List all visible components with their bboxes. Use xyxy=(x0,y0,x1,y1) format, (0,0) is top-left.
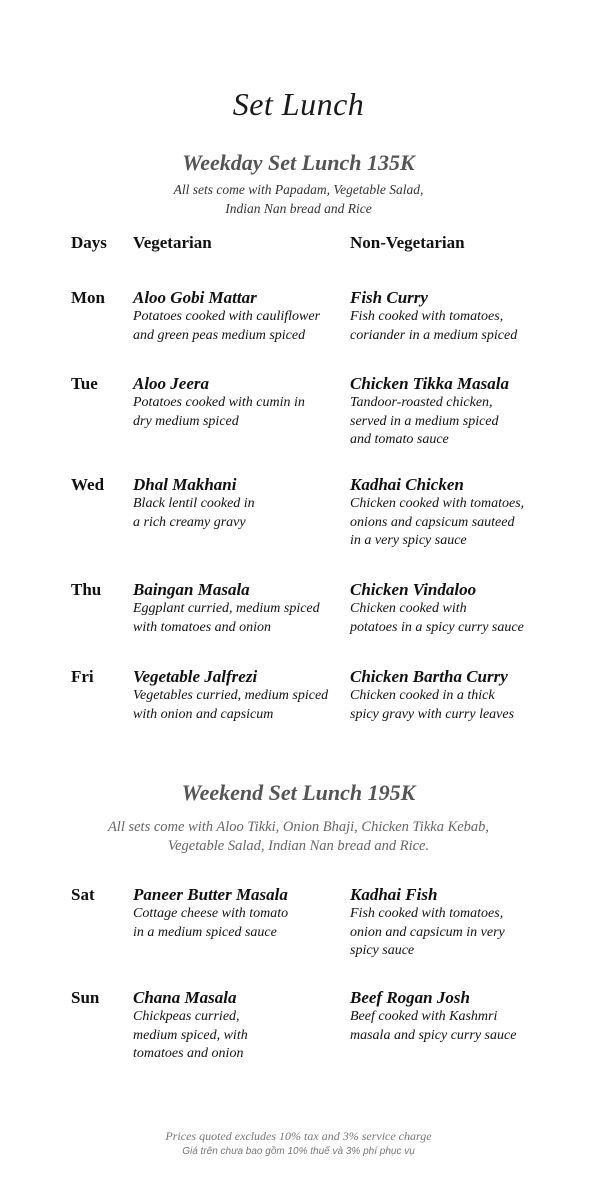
veg-dish-name: Vegetable Jalfrezi xyxy=(133,667,258,686)
nonveg-dish-name: Chicken Vindaloo xyxy=(350,580,477,599)
weekday-heading: Weekday Set Lunch 135K xyxy=(182,150,415,175)
veg-dish-description: Chickpeas curried, medium spiced, with tomatoes and onion xyxy=(133,1009,248,1061)
nonveg-dish-description: Beef cooked with Kashmri masala and spicy curry sauce xyxy=(350,1009,517,1043)
nonveg-dish-name: Kadhai Fish xyxy=(350,885,438,904)
column-header-vegetarian: Vegetarian xyxy=(133,233,212,252)
nonveg-dish-name: Fish Curry xyxy=(350,288,428,307)
veg-dish-name: Dhal Makhani xyxy=(133,475,237,494)
veg-dish-name: Paneer Butter Masala xyxy=(133,885,288,904)
veg-dish-description: Vegetables curried, medium spiced with onion and capsicum xyxy=(133,688,329,722)
column-header-days: Days xyxy=(71,233,107,252)
nonveg-dish-description: Tandoor-roasted chicken, served in a medium spiced and tomato sauce xyxy=(350,395,499,447)
day-label: Mon xyxy=(71,288,105,307)
veg-dish-description: Cottage cheese with tomato in a medium spiced sauce xyxy=(133,906,289,940)
column-header-non-vegetarian: Non-Vegetarian xyxy=(350,233,465,252)
price-note-vietnamese: Giá trên chưa bao gồm 10% thuế và 3% phí phục vụ xyxy=(182,1146,415,1157)
veg-dish-description: Potatoes cooked with cauliflower and green peas medium spiced xyxy=(133,309,321,343)
day-label: Wed xyxy=(71,475,105,494)
veg-dish-name: Chana Masala xyxy=(133,988,237,1007)
nonveg-dish-description: Chicken cooked with potatoes in a spicy curry sauce xyxy=(350,601,524,635)
day-label: Fri xyxy=(71,667,94,686)
weekend-note-line2: Vegetable Salad, Indian Nan bread and Rice. xyxy=(167,838,430,854)
nonveg-dish-description: Fish cooked with tomatoes, coriander in a medium spiced xyxy=(350,309,518,343)
veg-dish-name: Aloo Gobi Mattar xyxy=(133,288,257,307)
nonveg-dish-name: Beef Rogan Josh xyxy=(350,988,470,1007)
nonveg-dish-name: Chicken Bartha Curry xyxy=(350,667,508,686)
weekend-note-line1: All sets come with Aloo Tikki, Onion Bhaji, Chicken Tikka Kebab, xyxy=(107,819,490,835)
veg-dish-name: Aloo Jeera xyxy=(133,374,210,393)
weekday-note-line2: Indian Nan bread and Rice xyxy=(225,201,372,216)
veg-dish-name: Baingan Masala xyxy=(133,580,250,599)
nonveg-dish-description: Chicken cooked with tomatoes, onions and capsicum sauteed in a very spicy sauce xyxy=(350,496,525,548)
veg-dish-description: Potatoes cooked with cumin in dry medium spiced xyxy=(133,395,305,429)
day-label: Sat xyxy=(71,885,95,904)
nonveg-dish-name: Chicken Tikka Masala xyxy=(350,374,509,393)
page-title: Set Lunch xyxy=(232,86,365,122)
day-label: Tue xyxy=(71,374,98,393)
nonveg-dish-name: Kadhai Chicken xyxy=(350,475,464,494)
price-note: Prices quoted excludes 10% tax and 3% service charge xyxy=(165,1129,432,1143)
nonveg-dish-description: Fish cooked with tomatoes, onion and capsicum in very spicy sauce xyxy=(350,906,505,958)
veg-dish-description: Eggplant curried, medium spiced with tomatoes and onion xyxy=(133,601,320,635)
weekend-heading: Weekend Set Lunch 195K xyxy=(181,780,416,805)
day-label: Sun xyxy=(71,988,100,1007)
weekday-note-line1: All sets come with Papadam, Vegetable Salad, xyxy=(173,182,424,197)
day-label: Thu xyxy=(71,580,102,599)
veg-dish-description: Black lentil cooked in a rich creamy gravy xyxy=(133,496,255,530)
nonveg-dish-description: Chicken cooked in a thick spicy gravy with curry leaves xyxy=(350,688,515,722)
